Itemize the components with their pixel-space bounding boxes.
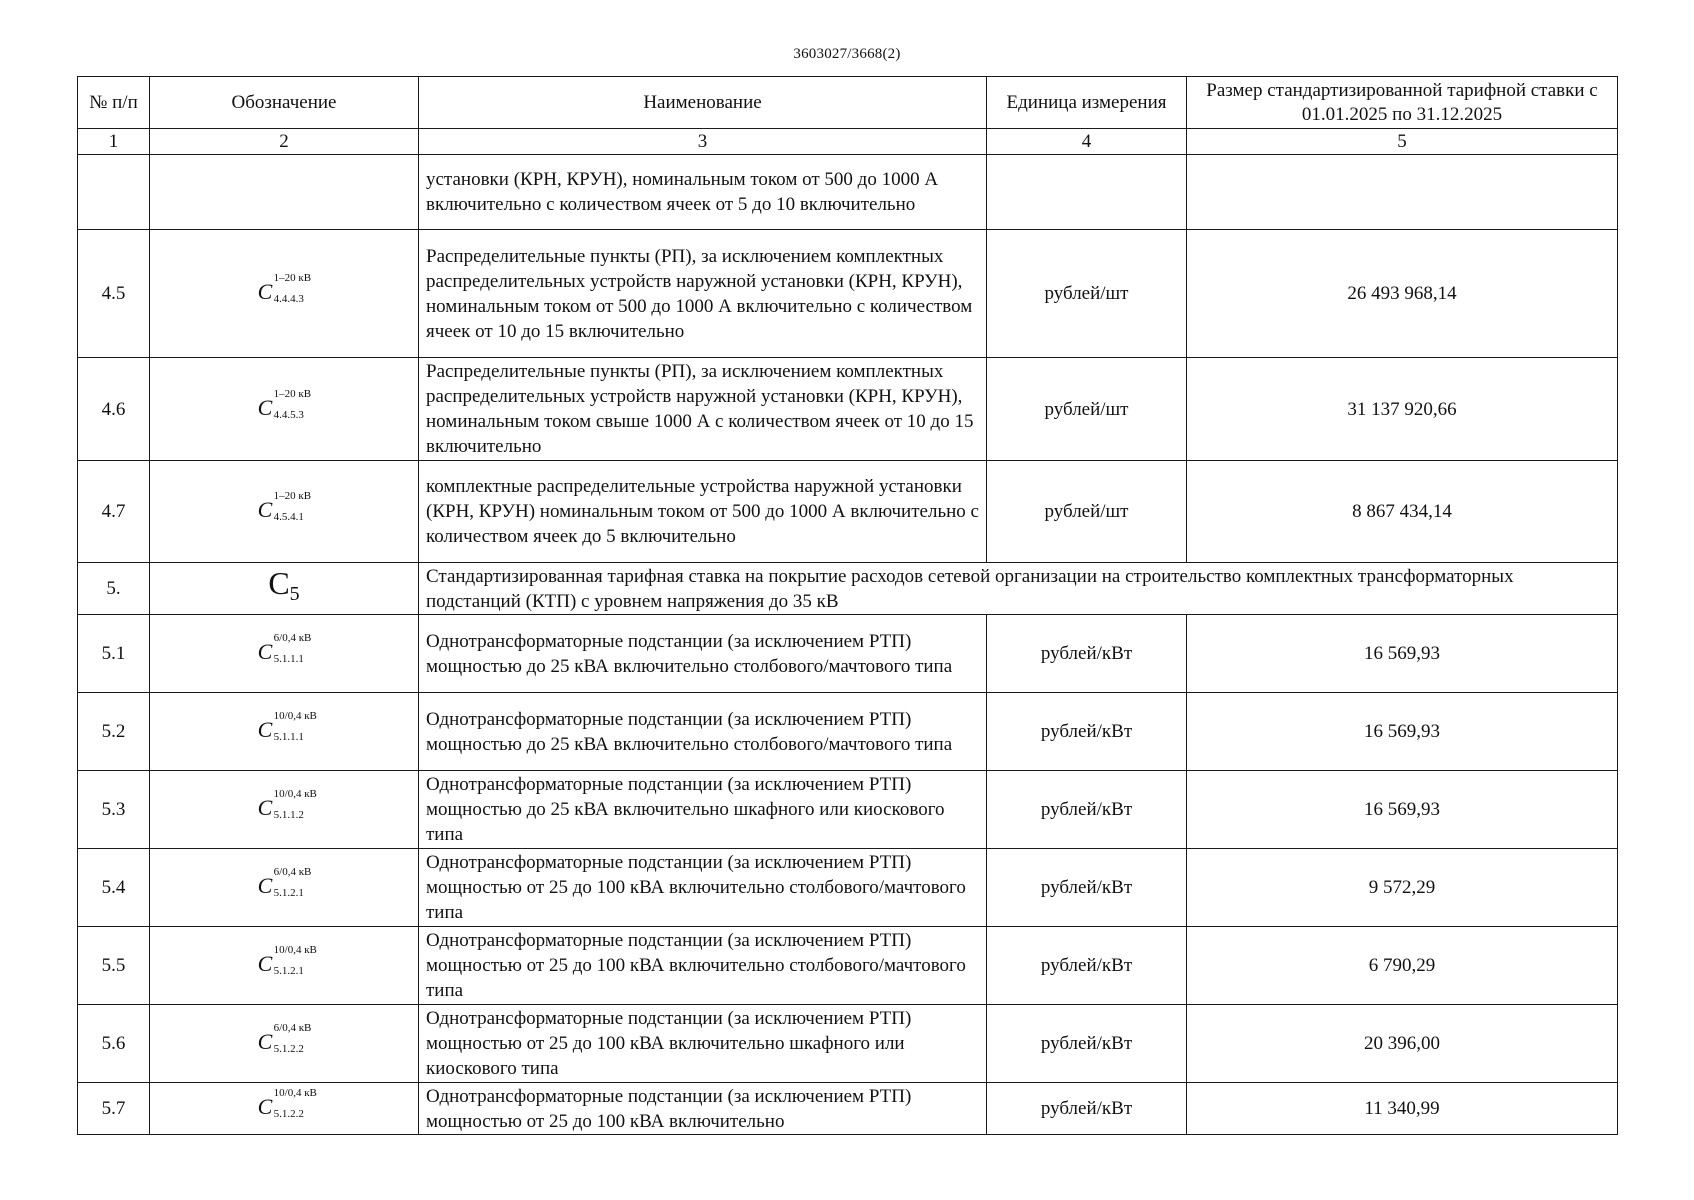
row-num	[78, 155, 150, 230]
row-num: 4.6	[78, 358, 150, 461]
table-row	[78, 693, 1618, 771]
column-number: 2	[150, 129, 419, 155]
symbol-index: 5.1.1.2	[273, 809, 304, 821]
row-unit: рублей/кВт	[987, 771, 1187, 849]
symbol-index: 4.4.4.3	[273, 293, 304, 305]
row-rate: 8 867 434,14	[1187, 461, 1618, 563]
symbol-voltage: 1–20 кВ	[273, 490, 312, 502]
symbol-voltage: 6/0,4 кВ	[273, 1022, 312, 1034]
table-row	[78, 230, 1618, 358]
tariff-symbol: C 10/0,4 кВ 5.1.1.1	[257, 710, 317, 743]
row-rate: 6 790,29	[1187, 927, 1618, 1005]
document-number: 3603027/3668(2)	[793, 46, 901, 62]
table-row	[78, 771, 1618, 849]
row-num: 5.1	[78, 615, 150, 693]
section-title: Стандартизированная тарифная ставка на покрытие расходов сетевой организации на строительство комплектных трансформаторных подстанций (КТП) с уровнем напряжения до 35 кВ	[419, 563, 1618, 615]
symbol-index: 4.4.5.3	[273, 408, 304, 421]
symbol-voltage: 10/0,4 кВ	[273, 1087, 317, 1099]
row-num: 4.7	[78, 461, 150, 563]
row-unit: рублей/кВт	[987, 615, 1187, 693]
row-rate: 20 396,00	[1187, 1005, 1618, 1083]
symbol-voltage: 1–20 кВ	[273, 387, 312, 400]
symbol-voltage: 6/0,4 кВ	[273, 866, 312, 878]
table-row	[78, 849, 1618, 927]
section-symbol-index: 5	[289, 583, 300, 605]
section-row	[78, 563, 1618, 615]
column-number-row	[78, 129, 1618, 155]
column-number: 3	[419, 129, 987, 155]
row-name: Однотрансформаторные подстанции (за исключением РТП) мощностью до 25 кВА включительно столбового/мачтового типа	[419, 693, 987, 771]
tariff-symbol: C 10/0,4 кВ 5.1.1.2	[257, 788, 317, 821]
row-name: установки (КРН, КРУН), номинальным током от 500 до 1000 А включительно с количеством ячеек от 5 до 10 включительно	[419, 155, 987, 230]
table-row	[78, 461, 1618, 563]
section-symbol	[268, 565, 300, 605]
tariff-symbol: C 1–20 кВ 4.4.5.3	[257, 387, 312, 421]
table-row	[78, 358, 1618, 461]
header-name: Наименование	[419, 77, 987, 129]
tariff-symbol: C 6/0,4 кВ 5.1.2.1	[257, 866, 312, 899]
symbol-index: 5.1.2.2	[273, 1043, 304, 1055]
row-code	[150, 358, 419, 461]
row-num: 5.4	[78, 849, 150, 927]
row-rate: 16 569,93	[1187, 771, 1618, 849]
row-name: комплектные распределительные устройства наружной установки (КРН, КРУН) номинальным током от 500 до 1000 А включительно с количеством ячеек до 5 включительно	[419, 461, 987, 563]
column-number: 5	[1187, 129, 1618, 155]
row-code	[150, 1083, 419, 1135]
row-num: 5.7	[78, 1083, 150, 1135]
row-unit: рублей/кВт	[987, 1005, 1187, 1083]
section-num: 5.	[78, 563, 150, 615]
row-name: Распределительные пункты (РП), за исключением комплектных распределительных устройств наружной установки (КРН, КРУН), номинальным током свыше 1000 А с количеством ячеек от 10 до 15 включительно	[419, 358, 987, 461]
row-unit: рублей/кВт	[987, 693, 1187, 771]
row-rate: 26 493 968,14	[1187, 230, 1618, 358]
tariff-symbol: C 6/0,4 кВ 5.1.2.2	[257, 1022, 312, 1055]
row-num: 5.3	[78, 771, 150, 849]
row-rate: 16 569,93	[1187, 615, 1618, 693]
row-code	[150, 461, 419, 563]
row-name: Однотрансформаторные подстанции (за исключением РТП) мощностью от 25 до 100 кВА включительно шкафного или киоскового типа	[419, 1005, 987, 1083]
tariff-symbol: C 10/0,4 кВ 5.1.2.1	[257, 944, 317, 977]
symbol-index: 5.1.1.1	[273, 731, 304, 743]
header-code: Обозначение	[150, 77, 419, 129]
tariff-table	[77, 76, 1618, 1135]
header-num: № п/п	[78, 77, 150, 129]
row-code	[150, 155, 419, 230]
row-rate: 16 569,93	[1187, 693, 1618, 771]
tariff-symbol: C 1–20 кВ 4.5.4.1	[257, 490, 312, 523]
table-row	[78, 155, 1618, 230]
header-rate: Размер стандартизированной тарифной ставки с 01.01.2025 по 31.12.2025	[1187, 77, 1618, 129]
tariff-symbol: C 10/0,4 кВ 5.1.2.2	[257, 1087, 317, 1120]
row-rate: 9 572,29	[1187, 849, 1618, 927]
row-code	[150, 230, 419, 358]
symbol-voltage: 1–20 кВ	[273, 272, 312, 284]
symbol-index: 4.5.4.1	[273, 511, 304, 523]
column-number: 4	[987, 129, 1187, 155]
table-header-row	[78, 77, 1618, 129]
row-code	[150, 693, 419, 771]
row-name: Распределительные пункты (РП), за исключением комплектных распределительных устройств наружной установки (КРН, КРУН), номинальным током от 500 до 1000 А включительно с количеством ячеек от 10 до 15 включительно	[419, 230, 987, 358]
row-unit: рублей/шт	[987, 230, 1187, 358]
row-code	[150, 771, 419, 849]
table-row	[78, 615, 1618, 693]
row-unit: рублей/кВт	[987, 849, 1187, 927]
section-code	[150, 563, 419, 615]
row-num: 5.6	[78, 1005, 150, 1083]
row-code	[150, 927, 419, 1005]
row-unit: рублей/шт	[987, 358, 1187, 461]
row-name: Однотрансформаторные подстанции (за исключением РТП) мощностью от 25 до 100 кВА включительно столбового/мачтового типа	[419, 927, 987, 1005]
symbol-voltage: 10/0,4 кВ	[273, 944, 317, 956]
symbol-index: 5.1.2.1	[273, 965, 304, 977]
table-row	[78, 1005, 1618, 1083]
row-code	[150, 1005, 419, 1083]
row-rate	[1187, 155, 1618, 230]
table-row	[78, 1083, 1618, 1135]
symbol-index: 5.1.1.1	[273, 653, 304, 665]
row-num: 4.5	[78, 230, 150, 358]
column-number: 1	[78, 129, 150, 155]
header-unit: Единица измерения	[987, 77, 1187, 129]
row-name: Однотрансформаторные подстанции (за исключением РТП) мощностью до 25 кВА включительно столбового/мачтового типа	[419, 615, 987, 693]
symbol-voltage: 10/0,4 кВ	[273, 710, 317, 722]
symbol-index: 5.1.2.2	[273, 1108, 304, 1120]
row-unit: рублей/шт	[987, 461, 1187, 563]
table-row	[78, 927, 1618, 1005]
row-name: Однотрансформаторные подстанции (за исключением РТП) мощностью до 25 кВА включительно шкафного или киоскового типа	[419, 771, 987, 849]
tariff-symbol: C 6/0,4 кВ 5.1.1.1	[257, 632, 312, 665]
row-unit: рублей/кВт	[987, 927, 1187, 1005]
section-symbol-letter: C	[268, 565, 290, 601]
row-name: Однотрансформаторные подстанции (за исключением РТП) мощностью от 25 до 100 кВА включительно	[419, 1083, 987, 1135]
tariff-symbol: C 1–20 кВ 4.4.4.3	[257, 272, 312, 305]
row-rate: 31 137 920,66	[1187, 358, 1618, 461]
row-unit	[987, 155, 1187, 230]
row-rate: 11 340,99	[1187, 1083, 1618, 1135]
symbol-index: 5.1.2.1	[273, 887, 304, 899]
row-code	[150, 615, 419, 693]
row-unit: рублей/кВт	[987, 1083, 1187, 1135]
row-code	[150, 849, 419, 927]
symbol-voltage: 6/0,4 кВ	[273, 632, 312, 644]
row-num: 5.5	[78, 927, 150, 1005]
row-name: Однотрансформаторные подстанции (за исключением РТП) мощностью от 25 до 100 кВА включительно столбового/мачтового типа	[419, 849, 987, 927]
symbol-voltage: 10/0,4 кВ	[273, 788, 317, 800]
row-num: 5.2	[78, 693, 150, 771]
